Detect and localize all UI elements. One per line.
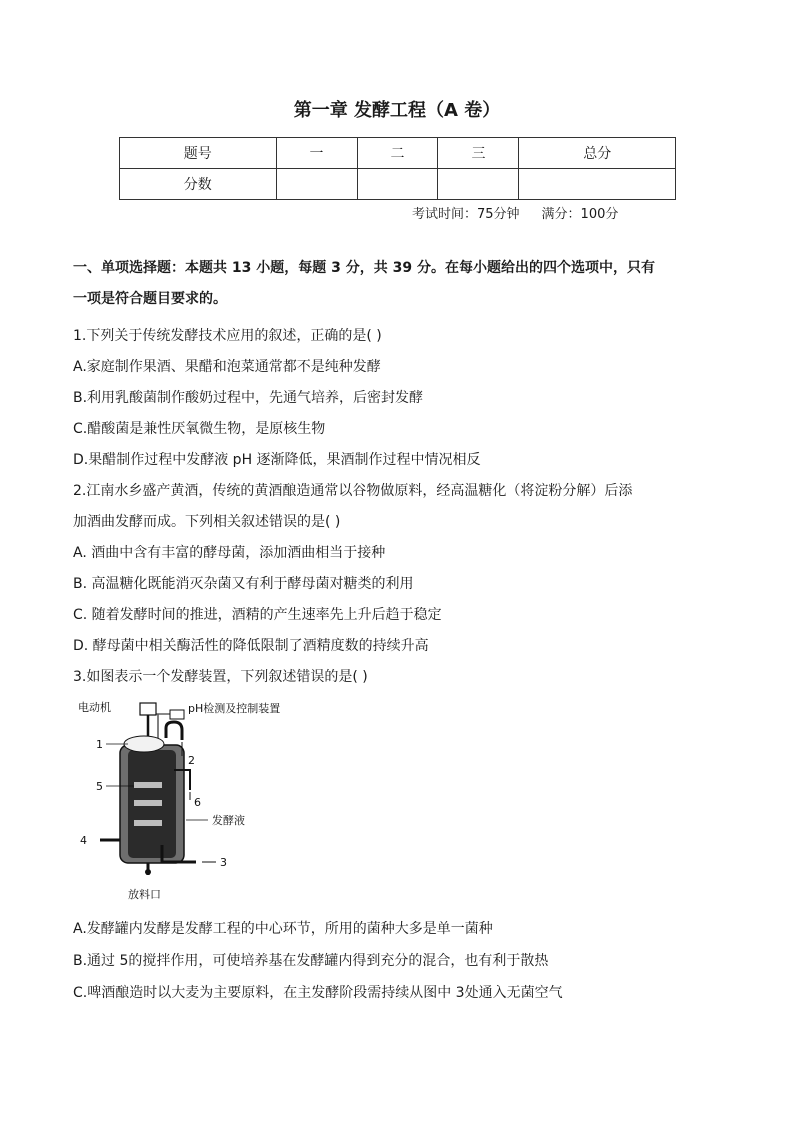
score-row-label: 分数 <box>120 169 277 200</box>
impeller <box>134 800 162 806</box>
discharge-valve <box>145 869 151 875</box>
section-heading <box>73 253 723 315</box>
question-option: A.家庭制作果酒、果醋和泡菜通常都不是纯种发酵 <box>73 359 381 375</box>
label-outlet: 放料口 <box>128 888 161 901</box>
question-option: A. 酒曲中含有丰富的酵母菌，添加酒曲相当于接种 <box>73 545 386 561</box>
vessel-lid <box>124 736 164 752</box>
impeller <box>134 782 162 788</box>
impeller <box>134 820 162 826</box>
question-option: A.发酵罐内发酵是发酵工程的中心环节，所用的菌种大多是单一菌种 <box>73 921 493 937</box>
label-1: 1 <box>96 738 103 751</box>
page-title: 第一章 发酵工程（A 卷） <box>293 100 501 121</box>
fermenter-diagram <box>78 700 318 905</box>
pipe-2 <box>166 722 182 740</box>
section-heading-line: 一项是符合题目要求的。 <box>73 291 227 307</box>
label-3: 3 <box>220 856 227 869</box>
exam-full-score: 满分：100分 <box>541 207 619 222</box>
label-liquid: 发酵液 <box>212 814 245 827</box>
label-5: 5 <box>96 780 103 793</box>
exam-meta <box>412 203 640 222</box>
label-ph: pH检测及控制装置 <box>188 702 281 715</box>
question-stem: 3.如图表示一个发酵装置，下列叙述错误的是( ) <box>73 669 368 685</box>
question-stem: 2.江南水乡盛产黄酒，传统的黄酒酿造通常以谷物做原料，经高温糖化（将淀粉分解）后添 <box>73 483 633 499</box>
label-2: 2 <box>188 754 195 767</box>
score-input-cell[interactable] <box>276 169 357 200</box>
score-table-score-row <box>120 169 676 200</box>
question-option: C. 随着发酵时间的推进，酒精的产生速率先上升后趋于稳定 <box>73 607 442 623</box>
question-option: C.醋酸菌是兼性厌氧微生物，是原核生物 <box>73 421 326 437</box>
section-heading-line: 一、单项选择题：本题共 13 小题，每题 3 分，共 39 分。在每小题给出的四个选项中，只有 <box>73 260 655 276</box>
score-table-header-row <box>120 138 676 169</box>
question-option: B.利用乳酸菌制作酸奶过程中，先通气培养，后密封发酵 <box>73 390 424 406</box>
score-header-cell: 题号 <box>120 138 277 169</box>
label-motor: 电动机 <box>78 701 111 714</box>
question-stem: 加酒曲发酵而成。下列相关叙述错误的是( ) <box>73 514 341 530</box>
exam-time: 考试时间：75分钟 <box>412 207 520 222</box>
ph-box <box>170 710 184 719</box>
score-header-cell: 一 <box>276 138 357 169</box>
score-header-cell: 三 <box>438 138 519 169</box>
question-option: C.啤酒酿造时以大麦为主要原料，在主发酵阶段需持续从图中 3处通入无菌空气 <box>73 985 563 1001</box>
label-6: 6 <box>194 796 201 809</box>
score-input-cell[interactable] <box>357 169 438 200</box>
question-option: B.通过 5的搅拌作用，可使培养基在发酵罐内得到充分的混合，也有利于散热 <box>73 953 549 969</box>
score-table <box>119 137 676 200</box>
question-option: B. 高温糖化既能消灭杂菌又有利于酵母菌对糖类的利用 <box>73 576 414 592</box>
score-input-cell[interactable] <box>438 169 519 200</box>
score-header-cell: 二 <box>357 138 438 169</box>
question-stem: 1.下列关于传统发酵技术应用的叙述，正确的是( ) <box>73 328 382 344</box>
fermenter-svg <box>78 700 318 905</box>
question-option: D.果醋制作过程中发酵液 pH 逐渐降低，果酒制作过程中情况相反 <box>73 452 481 468</box>
score-header-cell: 总分 <box>519 138 676 169</box>
motor-box <box>140 703 156 715</box>
label-4: 4 <box>80 834 87 847</box>
score-input-cell[interactable] <box>519 169 676 200</box>
question-option: D. 酵母菌中相关酶活性的降低限制了酒精度数的持续升高 <box>73 638 429 654</box>
